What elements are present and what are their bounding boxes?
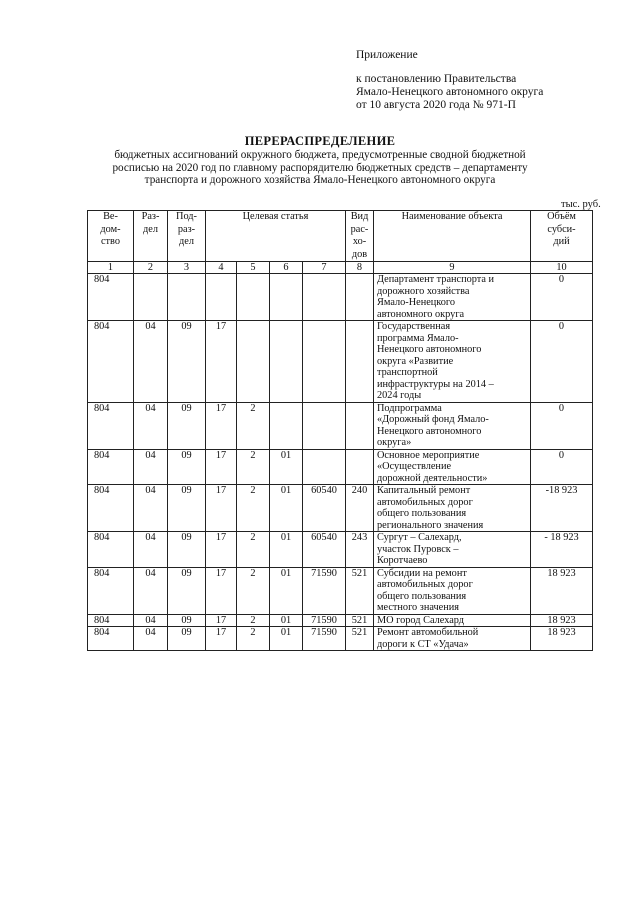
column-number: 10 <box>531 262 593 274</box>
object-name-line: Сургут – Салехард, <box>377 532 462 543</box>
appendix-line: от 10 августа 2020 года № 971-П <box>356 99 516 111</box>
header-vedomstvo: Ве- дом- ство <box>88 211 134 262</box>
object-name-line: общего пользования <box>377 590 467 602</box>
cell-razdel: 04 <box>134 532 168 568</box>
cell-cs-direction: 71590 <box>303 567 346 614</box>
cell-razdel: 04 <box>134 627 168 651</box>
cell-cs-direction <box>303 402 346 449</box>
cell-podrazdel: 09 <box>168 567 206 614</box>
cell-cs-program: 17 <box>206 614 237 627</box>
cell-cs-event: 01 <box>270 449 303 485</box>
cell-vedomstvo: 804 <box>88 321 134 403</box>
header-podrazdel: Под- раз- дел <box>168 211 206 262</box>
cell-cs-program: 17 <box>206 321 237 403</box>
cell-object-name <box>374 627 531 651</box>
cell-podrazdel: 09 <box>168 402 206 449</box>
cell-cs-event: 01 <box>270 532 303 568</box>
cell-cs-event <box>270 321 303 403</box>
cell-object-name <box>374 485 531 532</box>
object-name-line: Департамент транспорта и <box>377 274 495 285</box>
cell-cs-direction: 71590 <box>303 627 346 651</box>
cell-vid-rashodov: 521 <box>346 627 374 651</box>
cell-vedomstvo: 804 <box>88 627 134 651</box>
cell-cs-subprogram: 2 <box>237 614 270 627</box>
object-name-line: «Осуществление <box>377 461 452 472</box>
cell-razdel: 04 <box>134 567 168 614</box>
cell-cs-program: 17 <box>206 532 237 568</box>
cell-cs-program: 17 <box>206 567 237 614</box>
cell-subsidy-sum: - 18 923 <box>531 532 593 568</box>
cell-podrazdel: 09 <box>168 321 206 403</box>
cell-object-name <box>374 321 531 403</box>
cell-cs-event <box>270 402 303 449</box>
cell-vid-rashodov <box>346 274 374 321</box>
cell-cs-subprogram: 2 <box>237 402 270 449</box>
object-name-line: автономного округа <box>377 308 465 320</box>
cell-cs-subprogram: 2 <box>237 532 270 568</box>
document-subtitle-line: бюджетных ассигнований окружного бюджета, предусмотренные сводной бюджетной <box>114 149 526 161</box>
header-name: Наименование объекта <box>374 211 531 262</box>
cell-cs-subprogram: 2 <box>237 485 270 532</box>
cell-subsidy-sum: 0 <box>531 321 593 403</box>
cell-vid-rashodov <box>346 449 374 485</box>
object-name-line: дорожной деятельности» <box>377 472 488 484</box>
cell-vid-rashodov: 240 <box>346 485 374 532</box>
cell-vid-rashodov: 521 <box>346 567 374 614</box>
cell-razdel: 04 <box>134 485 168 532</box>
object-name-line: инфраструктуры на 2014 – <box>377 378 494 390</box>
cell-subsidy-sum: 18 923 <box>531 614 593 627</box>
table-row <box>88 627 593 651</box>
object-name-line: Подпрограмма <box>377 402 442 414</box>
cell-cs-subprogram: 2 <box>237 567 270 614</box>
cell-cs-program <box>206 274 237 321</box>
cell-vedomstvo: 804 <box>88 274 134 321</box>
cell-razdel: 04 <box>134 321 168 403</box>
cell-podrazdel: 09 <box>168 485 206 532</box>
cell-object-name <box>374 532 531 568</box>
cell-subsidy-sum: 0 <box>531 449 593 485</box>
cell-podrazdel: 09 <box>168 614 206 627</box>
cell-razdel <box>134 274 168 321</box>
table-row <box>88 532 593 568</box>
appendix-label: Приложение <box>356 49 418 61</box>
column-number: 8 <box>346 262 374 274</box>
object-name-line: транспортной <box>377 367 438 378</box>
cell-subsidy-sum: 0 <box>531 402 593 449</box>
object-name-line: округа «Развитие <box>377 355 454 367</box>
table-row <box>88 402 593 449</box>
header-vid-rashodov: Вид рас- хо- дов <box>346 211 374 262</box>
object-name-line: регионального значения <box>377 519 484 531</box>
cell-subsidy-sum: 18 923 <box>531 567 593 614</box>
cell-vedomstvo: 804 <box>88 485 134 532</box>
cell-vid-rashodov: 521 <box>346 614 374 627</box>
object-name-line: дорожного хозяйства <box>377 285 470 297</box>
object-name-line: 2024 годы <box>377 390 422 401</box>
header-razdel: Раз- дел <box>134 211 168 262</box>
cell-cs-direction: 60540 <box>303 532 346 568</box>
header-celevaya-statya: Целевая статья <box>206 211 346 262</box>
cell-razdel: 04 <box>134 614 168 627</box>
cell-cs-direction: 60540 <box>303 485 346 532</box>
column-number: 6 <box>270 262 303 274</box>
cell-cs-subprogram <box>237 321 270 403</box>
cell-vedomstvo: 804 <box>88 614 134 627</box>
cell-razdel: 04 <box>134 449 168 485</box>
object-name-line: Коротчаево <box>377 555 428 566</box>
cell-podrazdel: 09 <box>168 627 206 651</box>
cell-object-name <box>374 274 531 321</box>
cell-cs-program: 17 <box>206 627 237 651</box>
column-number: 1 <box>88 262 134 274</box>
object-name-line: Государственная <box>377 321 451 332</box>
cell-cs-direction: 71590 <box>303 614 346 627</box>
object-name-line: Субсидии на ремонт <box>377 567 467 579</box>
table-row <box>88 614 593 627</box>
object-name-line: автомобильных дорог <box>377 579 473 590</box>
cell-object-name <box>374 567 531 614</box>
column-number: 9 <box>374 262 531 274</box>
cell-vedomstvo: 804 <box>88 449 134 485</box>
cell-podrazdel <box>168 274 206 321</box>
object-name-line: местного значения <box>377 602 460 613</box>
cell-cs-program: 17 <box>206 449 237 485</box>
cell-subsidy-sum: -18 923 <box>531 485 593 532</box>
object-name-line: Ненецкого автономного <box>377 425 482 437</box>
cell-subsidy-sum: 0 <box>531 274 593 321</box>
object-name-line: Ненецкого автономного <box>377 344 482 355</box>
column-number: 2 <box>134 262 168 274</box>
cell-object-name <box>374 449 531 485</box>
cell-cs-program: 17 <box>206 485 237 532</box>
cell-vid-rashodov <box>346 321 374 403</box>
appendix-line: Ямало-Ненецкого автономного округа <box>356 86 544 98</box>
table-row <box>88 274 593 321</box>
object-name-line: участок Пуровск – <box>377 543 459 555</box>
cell-cs-event: 01 <box>270 614 303 627</box>
column-number: 3 <box>168 262 206 274</box>
cell-cs-program: 17 <box>206 402 237 449</box>
cell-cs-event <box>270 274 303 321</box>
object-name-line: общего пользования <box>377 508 467 519</box>
object-name-line: округа» <box>377 437 412 448</box>
object-name-line: программа Ямало- <box>377 332 459 344</box>
cell-podrazdel: 09 <box>168 449 206 485</box>
object-name-line: «Дорожный фонд Ямало- <box>377 414 489 425</box>
object-name-line: Ремонт автомобильной <box>377 627 479 638</box>
document-title: ПЕРЕРАСПРЕДЕЛЕНИЕ <box>244 134 396 148</box>
object-name-line: МО город Салехард <box>377 614 465 626</box>
appendix-block <box>356 49 543 112</box>
table-row <box>88 449 593 485</box>
object-name-line: дороги к СТ «Удача» <box>377 638 469 650</box>
cell-vid-rashodov: 243 <box>346 532 374 568</box>
document-heading <box>0 134 640 187</box>
object-name-line: Капитальный ремонт <box>377 485 471 496</box>
table-body <box>88 274 593 651</box>
object-name-line: Ямало-Ненецкого <box>377 297 456 308</box>
budget-table <box>87 210 593 651</box>
cell-cs-subprogram: 2 <box>237 449 270 485</box>
cell-cs-subprogram: 2 <box>237 627 270 651</box>
appendix-line: к постановлению Правительства <box>356 73 517 85</box>
table-row <box>88 567 593 614</box>
cell-subsidy-sum: 18 923 <box>531 627 593 651</box>
cell-vedomstvo: 804 <box>88 532 134 568</box>
cell-cs-direction <box>303 321 346 403</box>
column-number: 4 <box>206 262 237 274</box>
cell-object-name <box>374 614 531 627</box>
document-subtitle-line: росписью на 2020 год по главному распорядителю бюджетных средств – департаменту <box>112 161 528 174</box>
cell-podrazdel: 09 <box>168 532 206 568</box>
cell-cs-event: 01 <box>270 627 303 651</box>
column-number: 7 <box>303 262 346 274</box>
cell-cs-direction <box>303 274 346 321</box>
units-label: тыс. руб. <box>561 199 601 210</box>
cell-cs-event: 01 <box>270 567 303 614</box>
object-name-line: автомобильных дорог <box>377 496 473 508</box>
column-number: 5 <box>237 262 270 274</box>
cell-vedomstvo: 804 <box>88 402 134 449</box>
document-subtitle-line: транспорта и дорожного хозяйства Ямало-Ненецкого автономного округа <box>144 174 496 186</box>
object-name-line: Основное мероприятие <box>377 449 480 461</box>
cell-razdel: 04 <box>134 402 168 449</box>
table-header-row <box>88 211 593 262</box>
cell-vedomstvo: 804 <box>88 567 134 614</box>
cell-vid-rashodov <box>346 402 374 449</box>
cell-cs-subprogram <box>237 274 270 321</box>
header-sum: Объём субси- дий <box>531 211 593 262</box>
table-row <box>88 485 593 532</box>
cell-cs-direction <box>303 449 346 485</box>
column-number-row <box>88 262 593 274</box>
cell-cs-event: 01 <box>270 485 303 532</box>
table-row <box>88 321 593 403</box>
cell-object-name <box>374 402 531 449</box>
